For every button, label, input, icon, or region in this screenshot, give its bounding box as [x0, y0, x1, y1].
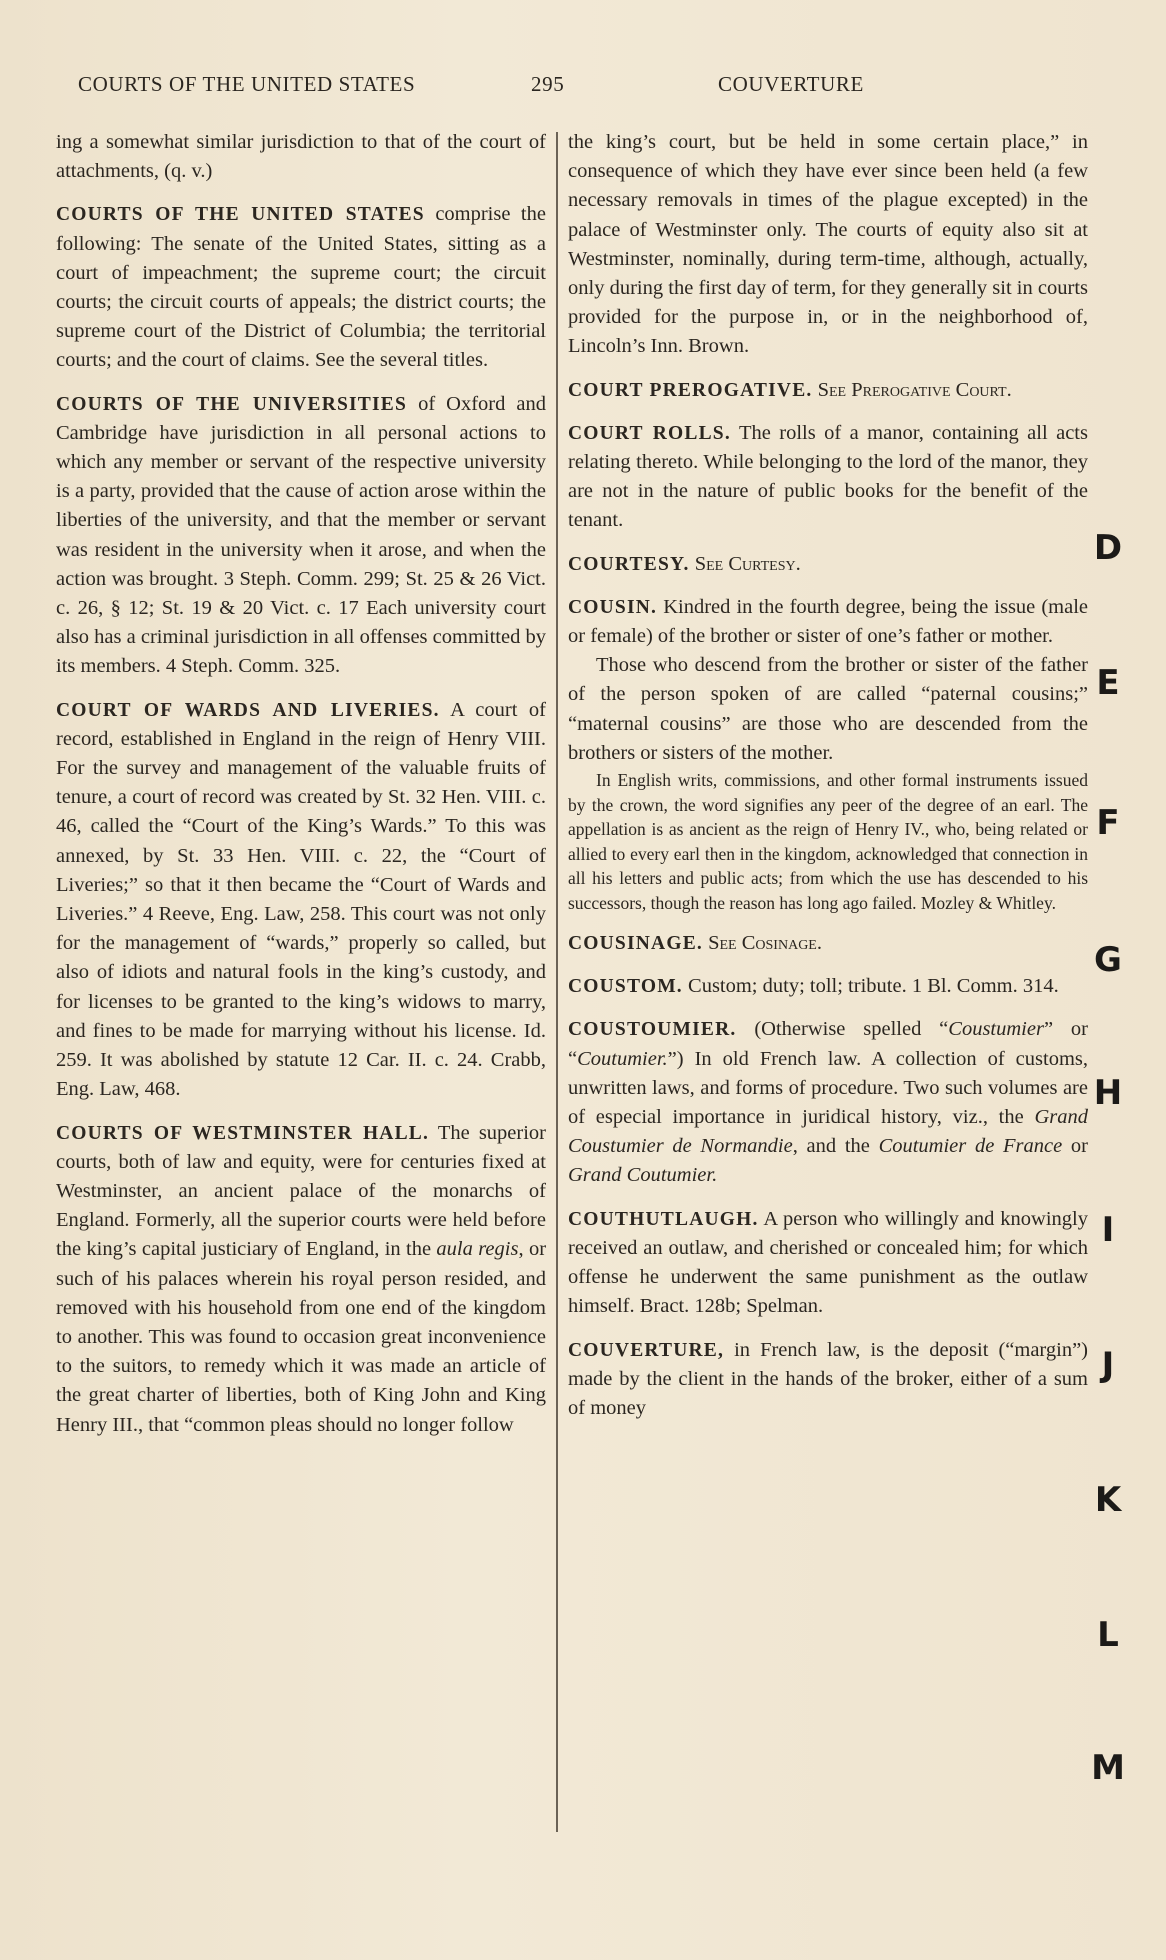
- entry-paragraph: Those who descend from the brother or sister of the father of the person spoken of are called “paternal cousins;” “maternal cousins” are those who are descended from the brothers or sisters of the mother.: [568, 654, 1088, 764]
- left-column: [56, 128, 546, 1454]
- entry-court-prerogative: [568, 376, 1088, 405]
- entry-text: , or such of his palaces wherein his royal person resided, and removed with his household from one end of the kingdom to another. This was found to occasion great inconvenience to the suitors, to remedy which it was made an article of the great charter of liberties, both of King John and King Henry III., that “common pleas should no longer follow: [56, 1238, 547, 1436]
- headword: COURTS OF WESTMINSTER HALL.: [56, 1122, 430, 1144]
- running-head-left: COURTS OF THE UNITED STATES: [78, 72, 416, 96]
- entry-courtesy: [568, 550, 1088, 579]
- entry-text: of Oxford and Cambridge have jurisdiction in all personal actions to which any member or servant of the respective university is a party, provided that the cause of action arose within the liberties of the university, and that the member or servant was resident in the university when it arose, and when the action was brought. 3 Steph. Comm. 299; St. 25 & 26 Vict. c. 26, § 12; St. 19 & 20 Vict. c. 17 Each university court also has a criminal jurisdiction in all offenses committed by its members. 4 Steph. Comm. 325.: [56, 392, 546, 678]
- entry-court-rolls: [568, 419, 1088, 536]
- entry-text: A court of record, established in England in the reign of Henry VIII. For the survey and management of the valuable fruits of tenure, a court of record was created by St. 32 Hen. VIII. c. 46, called the “Court of the King’s Wards.” To this was annexed, by St. 33 Hen. VIII. c. 22, the “Court of Liveries;” so that it then became the “Court of Wards and Liveries.” 4 Reeve, Eng. Law, 258. This court was not only for the management of “wards,” properly so called, but also of idiots and natural fools in the king’s custody, and for licenses to be granted to the king’s widows to marry, and fines to be made for marrying without his license. Id. 259. It was abolished by statute 12 Car. II. c. 24. Crabb, Eng. Law, 468.: [56, 698, 547, 1101]
- headword: COURT OF WARDS AND LIVERIES.: [56, 699, 440, 721]
- entry-text: comprise the following: The senate of the United States, sitting as a court of impeachment; the supreme court; the circuit courts; the circuit courts of appeals; the district courts; the supreme court of the District of Columbia; the territorial courts; and the court of claims. See the several titles.: [56, 203, 546, 372]
- entry-text: The rolls of a manor, containing all acts relating thereto. While belonging to the lord of the manor, they are not in the nature of public books for the benefit of the tenant.: [568, 421, 1088, 532]
- page-number: 295: [531, 72, 565, 96]
- entry-text: (Otherwise spelled “: [754, 1018, 949, 1041]
- thumb-index: [1088, 520, 1128, 1820]
- thumb-index-letter: G: [1094, 940, 1122, 980]
- entry-text: Custom; duty; toll; tribute. 1 Bl. Comm. 314.: [688, 975, 1059, 998]
- entry-text: , and the: [792, 1135, 879, 1158]
- cross-reference: See Cosinage.: [708, 932, 822, 955]
- thumb-index-letter: M: [1091, 1748, 1125, 1788]
- italic-term: Grand Coustumier de Normandie: [568, 1106, 1088, 1158]
- entry-cousinage: [568, 929, 1088, 958]
- italic-term: Grand Coutumier.: [568, 1164, 718, 1187]
- entry-courts-of-westminster-hall: [56, 1119, 546, 1440]
- entry-text: ing a somewhat similar jurisdiction to that of the court of attachments, (q. v.): [56, 131, 546, 183]
- continued-entry: [568, 128, 1088, 362]
- entry-courts-of-the-universities: [56, 390, 546, 682]
- entry-text: The superior courts, both of law and equity, were for centuries fixed at Westminster, an ancient palace of the monarchs of England. Formerly, all the superior courts were held before the king’s capital justiciary of England, in the: [56, 1121, 547, 1261]
- italic-term: Coustumier: [948, 1018, 1044, 1041]
- column-divider: [556, 132, 558, 1832]
- cross-reference: See Curtesy.: [694, 552, 801, 575]
- entry-couverture: [568, 1336, 1088, 1424]
- entry-text: in French law, is the deposit (“margin”) made by the client in the hands of the broker, either of a sum of money: [568, 1338, 1089, 1419]
- headword: COUSTOUMIER.: [568, 1019, 737, 1041]
- right-column: [568, 128, 1088, 1437]
- headword: COUSIN.: [568, 596, 658, 618]
- page-header: [78, 72, 1078, 112]
- headword: COURTS OF THE UNITED STATES: [56, 204, 425, 226]
- thumb-index-letter: I: [1101, 1210, 1115, 1250]
- italic-term: Coutumier.: [577, 1047, 668, 1070]
- entry-courts-of-the-united-states: [56, 200, 546, 375]
- thumb-index-letter: E: [1096, 663, 1120, 703]
- thumb-index-letter: L: [1097, 1615, 1119, 1655]
- continued-entry: [56, 128, 546, 186]
- italic-term: aula regis: [436, 1238, 519, 1261]
- headword: COUSINAGE.: [568, 933, 703, 955]
- entry-text: ”) In old French law. A collection of customs, unwritten laws, and forms of procedure. Two such volumes are of especial importance in juridical history, viz., the: [568, 1047, 1088, 1129]
- entry-coustoumier: [568, 1015, 1088, 1190]
- thumb-index-letter: F: [1096, 803, 1120, 843]
- thumb-index-letter: D: [1093, 528, 1123, 568]
- headword: COURTESY.: [568, 553, 690, 575]
- thumb-index-letter: J: [1101, 1345, 1115, 1385]
- headword: COUVERTURE,: [568, 1339, 725, 1361]
- thumb-index-letter: K: [1094, 1480, 1122, 1520]
- entry-note: In English writs, commissions, and other formal instruments issued by the crown, the word signifies any peer of the degree of an earl. The appellation is as ancient as the reign of Henry IV., who, being related or allied to every earl then in the kingdom, acknowledged that connection in all his letters and public acts; from which the use has descended to his successors, though the reason has long ago failed. Mozley & Whitley.: [568, 770, 1088, 913]
- headword: COURT PREROGATIVE.: [568, 379, 813, 401]
- entry-court-of-wards-and-liveries: [56, 696, 546, 1105]
- headword: COURTS OF THE UNIVERSITIES: [56, 393, 408, 415]
- entry-text: the king’s court, but be held in some certain place,” in consequence of which they have ever since been held (a few necessary removals in times of the plague excepted) in the palace of Westminster only. The courts of equity also sit at Westminster, nominally, during term-time, although, actually, only during the first day of term, for they generally sit in courts provided for the purpose in, or in the neighborhood of, Lincoln’s Inn. Brown.: [568, 131, 1088, 358]
- headword: COUSTOM.: [568, 976, 683, 998]
- entry-coustom: [568, 972, 1088, 1001]
- italic-term: Coutumier de France: [878, 1135, 1063, 1158]
- headword: COURT ROLLS.: [568, 422, 731, 444]
- headword: COUTHUTLAUGH.: [568, 1208, 759, 1230]
- entry-text: ” or “: [568, 1018, 1088, 1070]
- entry-text: or: [1062, 1135, 1088, 1158]
- running-head-right: COUVERTURE: [718, 72, 864, 96]
- thumb-index-letter: H: [1093, 1073, 1123, 1113]
- entry-cousin: [568, 593, 1088, 915]
- entry-couthutlaugh: [568, 1205, 1088, 1322]
- entry-text: Kindred in the fourth degree, being the issue (male or female) of the brother or sister of one’s father or mother.: [568, 595, 1088, 648]
- entry-text: A person who willingly and knowingly received an outlaw, and cherished or concealed him; for which offense he underwent the same punishment as the outlaw himself. Bract. 128b; Spelman.: [568, 1207, 1088, 1318]
- cross-reference: See Prerogative Court.: [817, 378, 1012, 401]
